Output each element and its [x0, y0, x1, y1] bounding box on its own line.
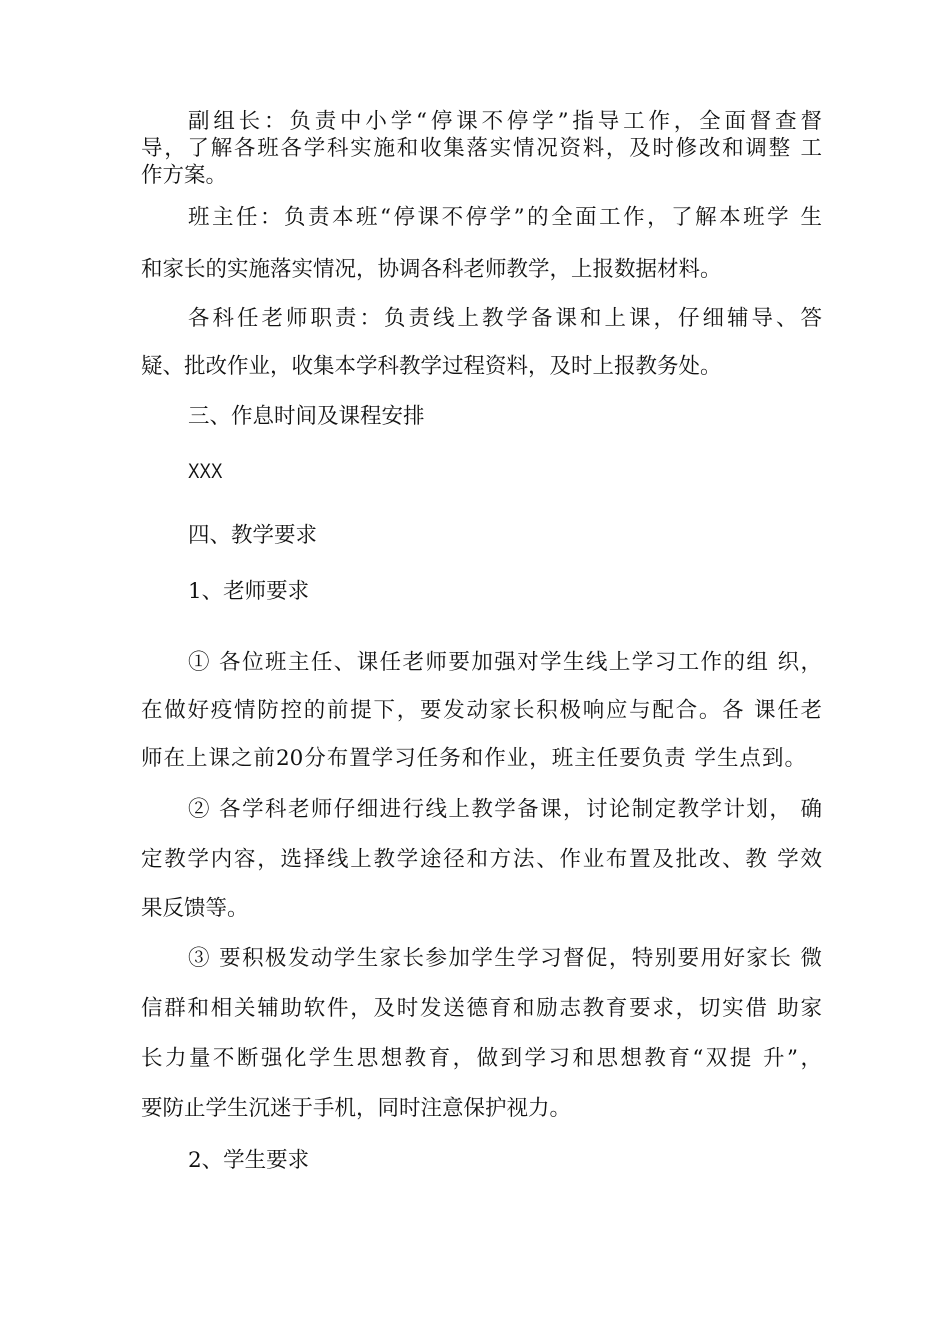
req-1-line-1: ① 各位班主任、课任老师要加强对学生线上学习工作的组 织， — [188, 650, 822, 675]
head-teacher-line-1: 班主任：负责本班“停课不停学”的全面工作，了解本班学 生 — [188, 205, 822, 230]
req-3-line-1: ③ 要积极发动学生家长参加学生学习督促，特别要用好家长 微 — [188, 946, 822, 971]
req-1-line-3: 师在上课之前20分布置学习任务和作业，班主任要负责 学生点到。 — [141, 746, 806, 771]
req-2-line-2: 定教学内容，选择线上教学途径和方法、作业布置及批改、教 学效 — [141, 847, 822, 872]
vice-leader-line-3: 作方案。 — [141, 163, 228, 188]
req-3-line-4: 要防止学生沉迷于手机，同时注意保护视力。 — [141, 1096, 572, 1121]
vice-leader-line-2: 导，了解各班各学科实施和收集落实情况资料，及时修改和调整 工 — [141, 136, 822, 161]
req-3-line-3: 长力量不断强化学生思想教育，做到学习和思想教育“双提 升”， — [141, 1046, 822, 1071]
head-teacher-line-2: 和家长的实施落实情况，协调各科老师教学，上报数据材料。 — [141, 257, 722, 282]
subject-teacher-line-1: 各科任老师职责：负责线上教学备课和上课，仔细辅导、答 — [188, 306, 822, 331]
section-3-heading: 三、作息时间及课程安排 — [188, 404, 425, 429]
req-2-line-3: 果反馈等。 — [141, 896, 249, 921]
subject-teacher-line-2: 疑、批改作业，收集本学科教学过程资料，及时上报教务处。 — [141, 354, 722, 379]
placeholder-xxx: XXX — [188, 459, 223, 483]
req-1-line-2: 在做好疫情防控的前提下，要发动家长积极响应与配合。各 课任老 — [141, 698, 822, 723]
req-3-line-2: 信群和相关辅助软件，及时发送德育和励志教育要求，切实借 助家 — [141, 996, 822, 1021]
req-2-line-1: ② 各学科老师仔细进行线上教学备课，讨论制定教学计划， 确 — [188, 797, 822, 822]
student-requirements-heading: 2、学生要求 — [188, 1148, 310, 1173]
vice-leader-line-1: 副组长：负责中小学“停课不停学”指导工作，全面督查督 — [188, 109, 822, 134]
teacher-requirements-heading: 1、老师要求 — [188, 579, 310, 604]
section-4-heading: 四、教学要求 — [188, 523, 318, 548]
